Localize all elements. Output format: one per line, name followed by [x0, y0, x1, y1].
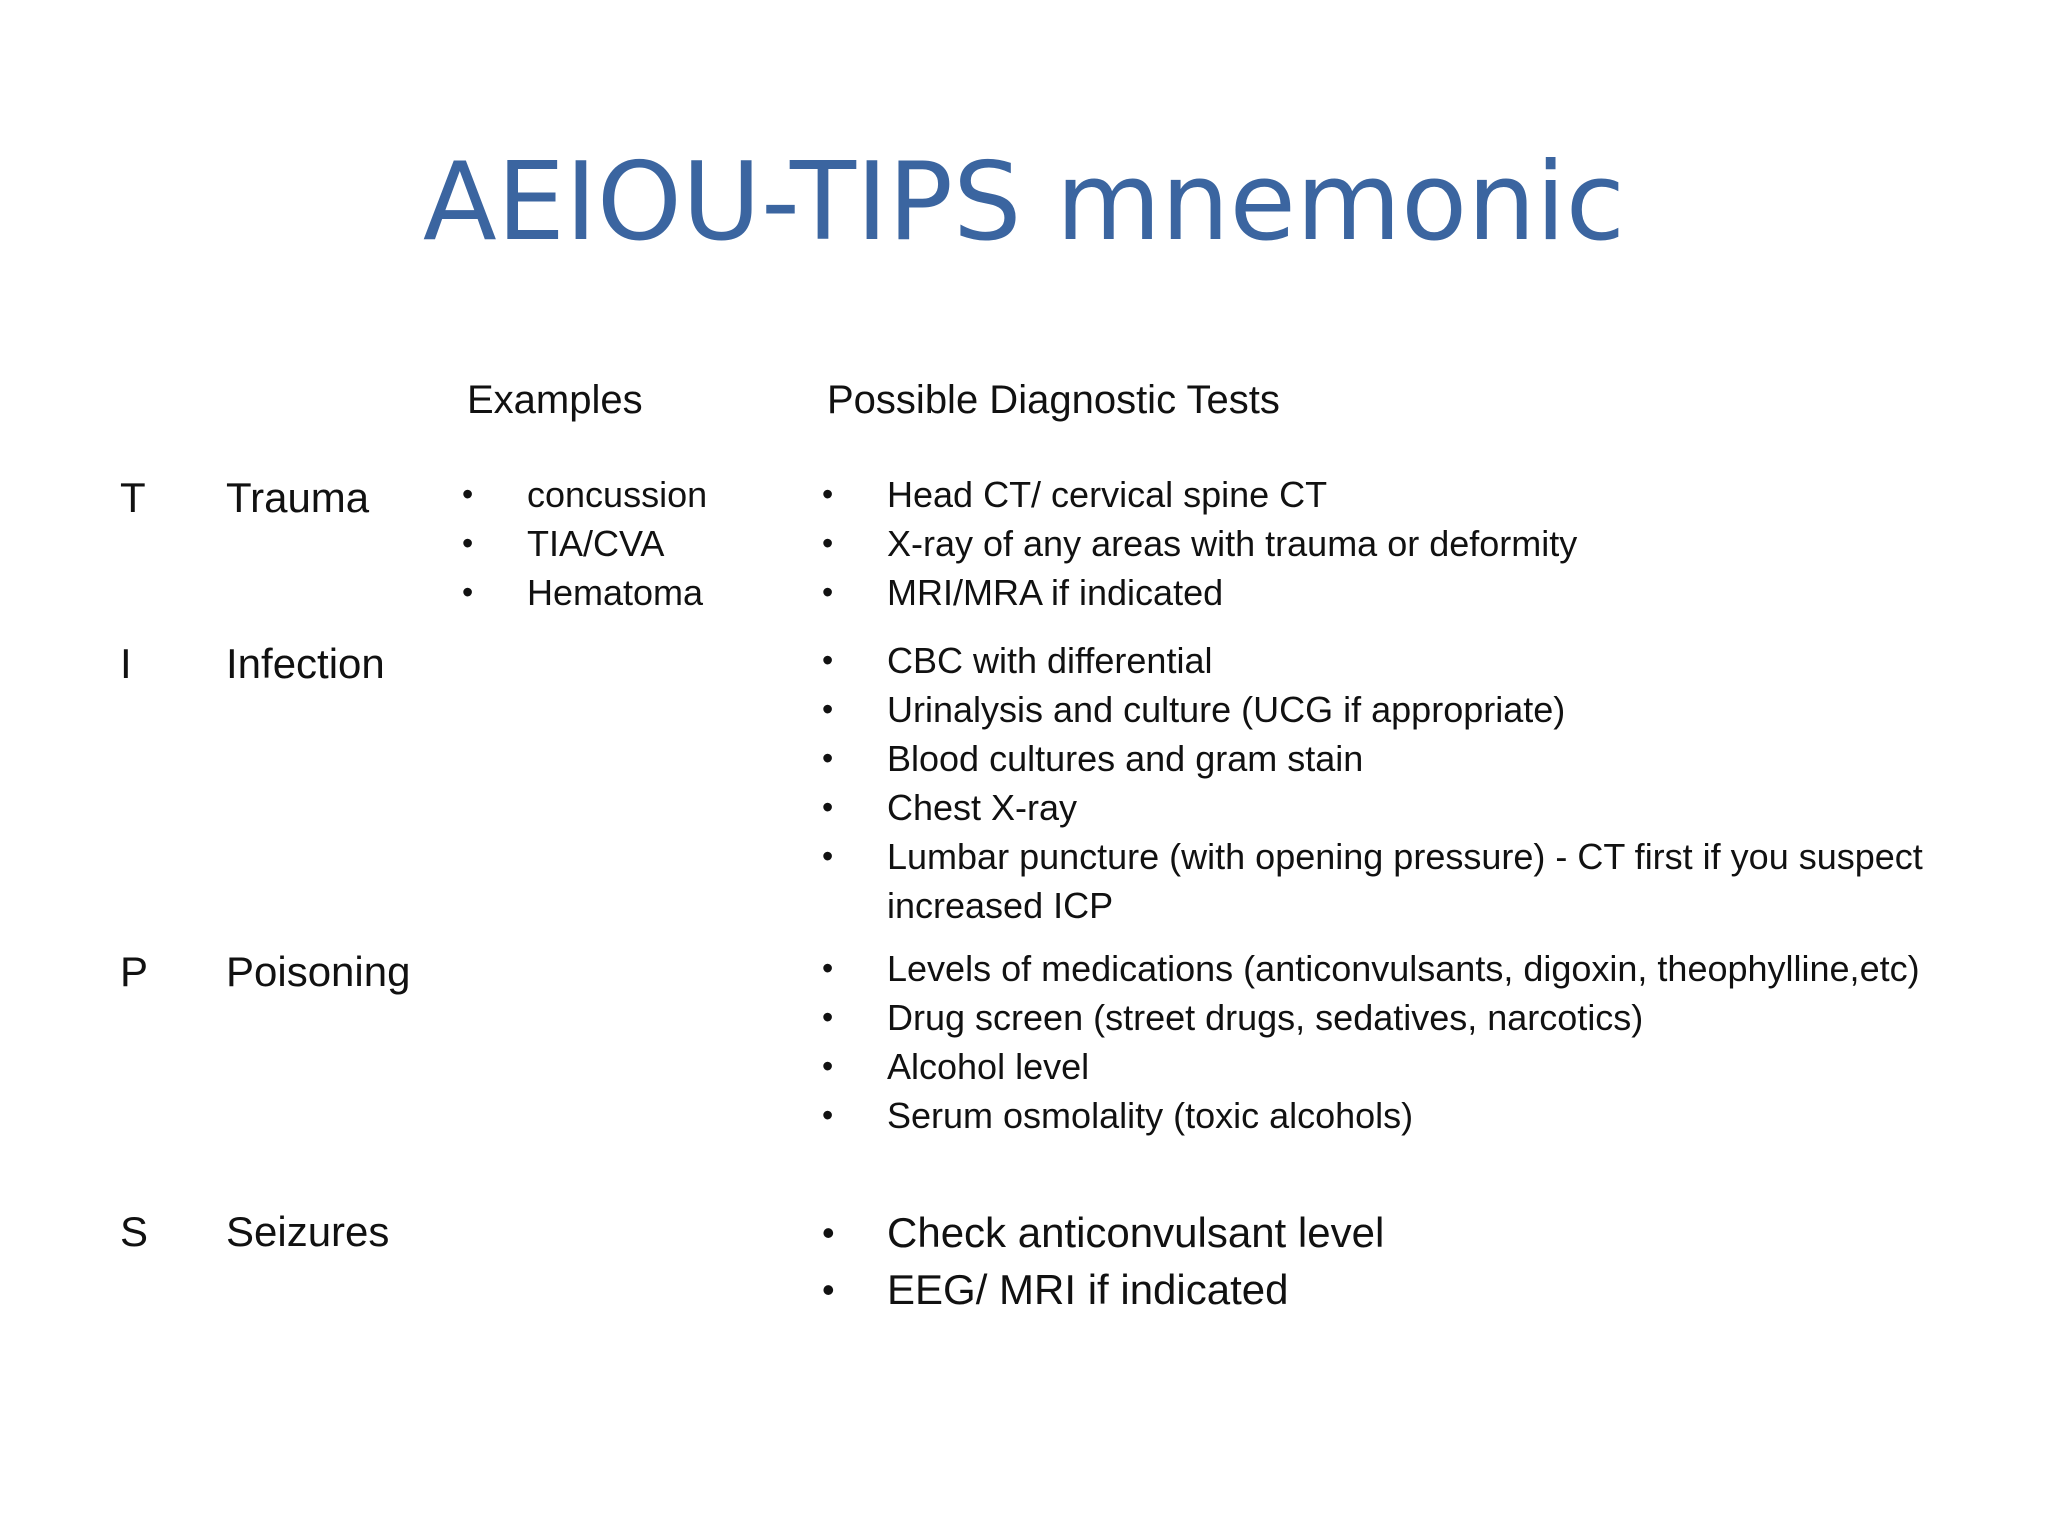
row-category: Infection	[226, 640, 385, 687]
test-item: • MRI/MRA if indicated	[822, 568, 1942, 617]
test-item: • Serum osmolality (toxic alcohols)	[822, 1091, 1942, 1140]
example-item: • concussion	[462, 470, 707, 519]
test-item: • Head CT/ cervical spine CT	[822, 470, 1942, 519]
example-item: • Hematoma	[462, 568, 707, 617]
test-item: • CBC with differential	[822, 636, 1942, 685]
test-item: • Blood cultures and gram stain	[822, 734, 1942, 783]
examples-list	[462, 470, 707, 617]
test-item: • Drug screen (street drugs, sedatives, narcotics)	[822, 993, 1942, 1042]
test-item: • Lumbar puncture (with opening pressure) - CT first if you suspect increased ICP	[822, 832, 1942, 930]
row-category: Poisoning	[226, 948, 411, 995]
example-item: • TIA/CVA	[462, 519, 707, 568]
examples-column-header: Examples	[467, 378, 643, 422]
slide-title: AEIOU-TIPS mnemonic	[422, 140, 1626, 265]
test-item: • Alcohol level	[822, 1042, 1942, 1091]
row-letter: I	[120, 640, 132, 687]
tests-column-header: Possible Diagnostic Tests	[827, 378, 1280, 422]
row-letter: T	[120, 474, 146, 521]
test-item: • Urinalysis and culture (UCG if appropriate)	[822, 685, 1942, 734]
tests-list	[822, 944, 1942, 1140]
row-letter: P	[120, 948, 149, 995]
test-item: • Check anticonvulsant level	[822, 1204, 1942, 1261]
row-letter: S	[120, 1208, 149, 1255]
tests-list	[822, 470, 1942, 617]
test-item: • EEG/ MRI if indicated	[822, 1261, 1942, 1318]
test-item: • Chest X-ray	[822, 783, 1942, 832]
test-item: • X-ray of any areas with trauma or deformity	[822, 519, 1942, 568]
tests-list	[822, 1204, 1942, 1318]
row-category: Trauma	[226, 474, 370, 521]
test-item: • Levels of medications (anticonvulsants, digoxin, theophylline,etc)	[822, 944, 1942, 993]
tests-list	[822, 636, 1942, 930]
row-category: Seizures	[226, 1208, 390, 1255]
